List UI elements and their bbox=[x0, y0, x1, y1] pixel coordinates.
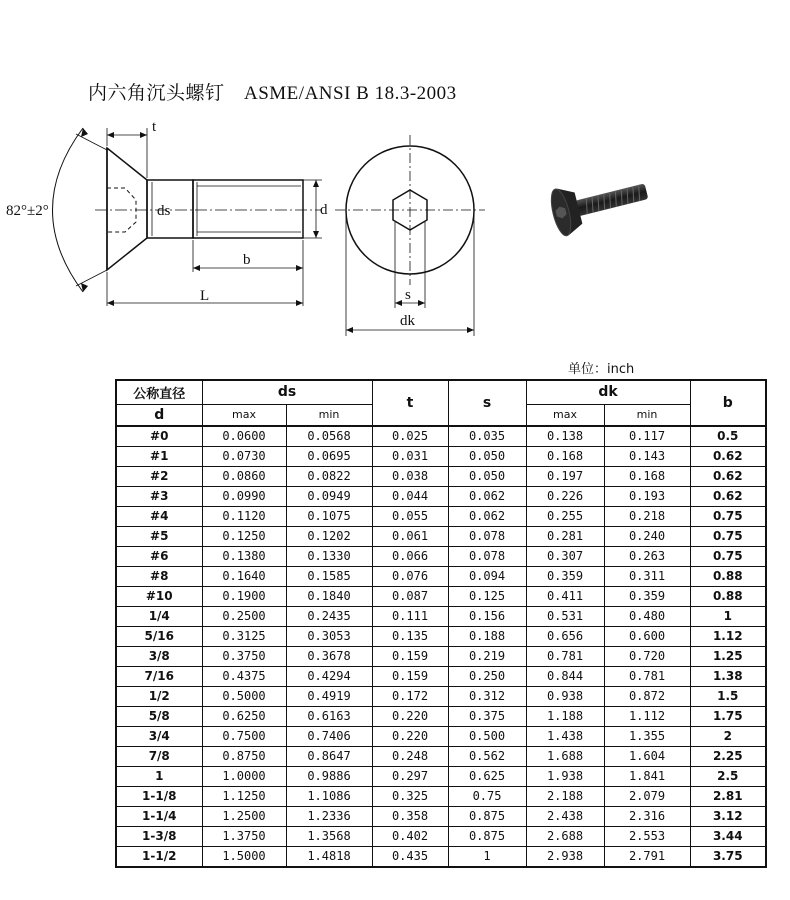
cell-dk-max: 1.938 bbox=[526, 766, 604, 786]
b-label: b bbox=[243, 252, 251, 268]
header-ds: ds bbox=[202, 380, 372, 404]
cell-ds-min: 0.1330 bbox=[286, 546, 372, 566]
header-dk-max: max bbox=[526, 404, 604, 426]
cell-b: 0.75 bbox=[690, 526, 766, 546]
table-row bbox=[116, 486, 766, 506]
cell-t: 0.220 bbox=[372, 706, 448, 726]
cell-s: 0.500 bbox=[448, 726, 526, 746]
cell-b: 1.25 bbox=[690, 646, 766, 666]
ds-label: ds bbox=[157, 203, 171, 219]
cell-dk-min: 0.193 bbox=[604, 486, 690, 506]
cell-dk-max: 0.411 bbox=[526, 586, 604, 606]
cell-ds-max: 0.1900 bbox=[202, 586, 286, 606]
d-label: d bbox=[320, 202, 328, 218]
cell-nominal-d: #2 bbox=[116, 466, 202, 486]
cell-ds-min: 0.0695 bbox=[286, 446, 372, 466]
cell-t: 0.172 bbox=[372, 686, 448, 706]
cell-s: 0.078 bbox=[448, 546, 526, 566]
cell-t: 0.061 bbox=[372, 526, 448, 546]
cell-b: 0.88 bbox=[690, 566, 766, 586]
cell-dk-max: 1.188 bbox=[526, 706, 604, 726]
cell-s: 0.625 bbox=[448, 766, 526, 786]
cell-s: 0.312 bbox=[448, 686, 526, 706]
cell-b: 1.38 bbox=[690, 666, 766, 686]
cell-ds-min: 0.0568 bbox=[286, 426, 372, 447]
table-row bbox=[116, 726, 766, 746]
cell-s: 0.078 bbox=[448, 526, 526, 546]
table-row bbox=[116, 746, 766, 766]
cell-ds-max: 0.1640 bbox=[202, 566, 286, 586]
t-label: t bbox=[152, 119, 157, 135]
cell-s: 0.562 bbox=[448, 746, 526, 766]
cell-dk-min: 1.841 bbox=[604, 766, 690, 786]
cell-ds-min: 0.1585 bbox=[286, 566, 372, 586]
angle-arc bbox=[53, 128, 84, 292]
cell-dk-min: 2.553 bbox=[604, 826, 690, 846]
dimension-table bbox=[115, 379, 767, 868]
table-row bbox=[116, 526, 766, 546]
cell-nominal-d: 3/4 bbox=[116, 726, 202, 746]
cell-t: 0.325 bbox=[372, 786, 448, 806]
cell-ds-max: 0.1380 bbox=[202, 546, 286, 566]
cell-s: 1 bbox=[448, 846, 526, 867]
cell-ds-max: 1.3750 bbox=[202, 826, 286, 846]
table-row bbox=[116, 566, 766, 586]
screw-photo bbox=[548, 168, 658, 238]
cell-t: 0.435 bbox=[372, 846, 448, 867]
cell-ds-min: 0.1075 bbox=[286, 506, 372, 526]
table-body bbox=[116, 426, 766, 867]
cell-ds-max: 1.5000 bbox=[202, 846, 286, 867]
cell-t: 0.076 bbox=[372, 566, 448, 586]
header-nominal-diameter: 公称直径 bbox=[116, 380, 202, 404]
countersunk-head bbox=[107, 148, 147, 270]
cell-s: 0.156 bbox=[448, 606, 526, 626]
screw-technical-drawing bbox=[0, 110, 500, 340]
cell-t: 0.402 bbox=[372, 826, 448, 846]
cell-dk-max: 0.359 bbox=[526, 566, 604, 586]
dk-label: dk bbox=[400, 313, 415, 329]
cell-dk-max: 0.844 bbox=[526, 666, 604, 686]
cell-ds-min: 0.4919 bbox=[286, 686, 372, 706]
cell-dk-max: 0.138 bbox=[526, 426, 604, 447]
cell-t: 0.297 bbox=[372, 766, 448, 786]
cell-t: 0.358 bbox=[372, 806, 448, 826]
angle-label: 82°±2° bbox=[6, 203, 49, 219]
cell-t: 0.038 bbox=[372, 466, 448, 486]
cell-ds-min: 0.7406 bbox=[286, 726, 372, 746]
cell-dk-min: 1.112 bbox=[604, 706, 690, 726]
header-d: d bbox=[116, 404, 202, 426]
table-row bbox=[116, 766, 766, 786]
cell-dk-max: 0.168 bbox=[526, 446, 604, 466]
cell-ds-max: 0.2500 bbox=[202, 606, 286, 626]
cell-ds-min: 0.0949 bbox=[286, 486, 372, 506]
cell-b: 0.62 bbox=[690, 486, 766, 506]
table-row bbox=[116, 786, 766, 806]
cell-ds-max: 0.0600 bbox=[202, 426, 286, 447]
cell-dk-max: 2.438 bbox=[526, 806, 604, 826]
cell-nominal-d: 1-1/2 bbox=[116, 846, 202, 867]
cell-b: 0.75 bbox=[690, 546, 766, 566]
cell-t: 0.159 bbox=[372, 646, 448, 666]
cell-dk-max: 0.781 bbox=[526, 646, 604, 666]
cell-ds-max: 0.0990 bbox=[202, 486, 286, 506]
cell-nominal-d: #1 bbox=[116, 446, 202, 466]
cell-dk-min: 0.311 bbox=[604, 566, 690, 586]
cell-dk-min: 2.079 bbox=[604, 786, 690, 806]
cell-s: 0.125 bbox=[448, 586, 526, 606]
cell-dk-min: 0.240 bbox=[604, 526, 690, 546]
table-row bbox=[116, 466, 766, 486]
cell-ds-min: 1.2336 bbox=[286, 806, 372, 826]
cell-dk-min: 0.600 bbox=[604, 626, 690, 646]
table-row bbox=[116, 706, 766, 726]
cell-nominal-d: 1-3/8 bbox=[116, 826, 202, 846]
cell-s: 0.094 bbox=[448, 566, 526, 586]
cell-dk-max: 0.255 bbox=[526, 506, 604, 526]
cell-s: 0.375 bbox=[448, 706, 526, 726]
cell-ds-min: 0.1202 bbox=[286, 526, 372, 546]
header-s: s bbox=[448, 380, 526, 426]
cell-s: 0.875 bbox=[448, 826, 526, 846]
cell-dk-max: 2.938 bbox=[526, 846, 604, 867]
table-row bbox=[116, 606, 766, 626]
cell-b: 2.81 bbox=[690, 786, 766, 806]
cell-t: 0.111 bbox=[372, 606, 448, 626]
cell-s: 0.250 bbox=[448, 666, 526, 686]
cell-ds-max: 0.8750 bbox=[202, 746, 286, 766]
cell-ds-max: 0.0730 bbox=[202, 446, 286, 466]
table-row bbox=[116, 506, 766, 526]
cell-ds-max: 0.6250 bbox=[202, 706, 286, 726]
cell-nominal-d: 1-1/8 bbox=[116, 786, 202, 806]
table-row bbox=[116, 626, 766, 646]
cell-b: 2.25 bbox=[690, 746, 766, 766]
cell-ds-min: 1.4818 bbox=[286, 846, 372, 867]
cell-dk-max: 1.688 bbox=[526, 746, 604, 766]
cell-dk-min: 0.359 bbox=[604, 586, 690, 606]
cell-b: 1.75 bbox=[690, 706, 766, 726]
cell-t: 0.066 bbox=[372, 546, 448, 566]
cell-ds-min: 0.0822 bbox=[286, 466, 372, 486]
cell-s: 0.035 bbox=[448, 426, 526, 447]
cell-ds-max: 0.4375 bbox=[202, 666, 286, 686]
cell-b: 3.75 bbox=[690, 846, 766, 867]
cell-s: 0.062 bbox=[448, 506, 526, 526]
cell-ds-max: 0.1120 bbox=[202, 506, 286, 526]
cell-b: 1 bbox=[690, 606, 766, 626]
cell-t: 0.135 bbox=[372, 626, 448, 646]
cell-dk-min: 1.604 bbox=[604, 746, 690, 766]
table-row bbox=[116, 646, 766, 666]
cell-ds-min: 0.6163 bbox=[286, 706, 372, 726]
cell-ds-max: 0.0860 bbox=[202, 466, 286, 486]
cell-ds-min: 0.1840 bbox=[286, 586, 372, 606]
cell-nominal-d: 1 bbox=[116, 766, 202, 786]
cell-nominal-d: #5 bbox=[116, 526, 202, 546]
cell-ds-min: 0.4294 bbox=[286, 666, 372, 686]
cell-dk-min: 0.480 bbox=[604, 606, 690, 626]
cell-ds-max: 1.2500 bbox=[202, 806, 286, 826]
cell-dk-max: 0.197 bbox=[526, 466, 604, 486]
cell-b: 3.12 bbox=[690, 806, 766, 826]
table-row bbox=[116, 686, 766, 706]
cell-dk-min: 2.316 bbox=[604, 806, 690, 826]
cell-dk-min: 2.791 bbox=[604, 846, 690, 867]
cell-ds-min: 0.3678 bbox=[286, 646, 372, 666]
cell-dk-max: 0.531 bbox=[526, 606, 604, 626]
table-row bbox=[116, 446, 766, 466]
cell-dk-min: 1.355 bbox=[604, 726, 690, 746]
header-t: t bbox=[372, 380, 448, 426]
unit-label: 单位：inch bbox=[568, 362, 635, 377]
cell-b: 1.12 bbox=[690, 626, 766, 646]
cell-ds-max: 0.7500 bbox=[202, 726, 286, 746]
cell-ds-max: 0.1250 bbox=[202, 526, 286, 546]
cell-b: 0.5 bbox=[690, 426, 766, 447]
s-label: s bbox=[405, 287, 411, 303]
cell-dk-max: 0.226 bbox=[526, 486, 604, 506]
L-label: L bbox=[200, 288, 210, 304]
cell-s: 0.75 bbox=[448, 786, 526, 806]
threaded-portion bbox=[193, 180, 303, 238]
table-row bbox=[116, 666, 766, 686]
cell-nominal-d: 7/8 bbox=[116, 746, 202, 766]
cell-b: 1.5 bbox=[690, 686, 766, 706]
cell-nominal-d: 1/4 bbox=[116, 606, 202, 626]
cell-nominal-d: 3/8 bbox=[116, 646, 202, 666]
cell-t: 0.087 bbox=[372, 586, 448, 606]
cell-ds-min: 1.1086 bbox=[286, 786, 372, 806]
cell-s: 0.188 bbox=[448, 626, 526, 646]
cell-b: 0.88 bbox=[690, 586, 766, 606]
cell-t: 0.025 bbox=[372, 426, 448, 447]
cell-b: 2 bbox=[690, 726, 766, 746]
cell-ds-max: 0.3750 bbox=[202, 646, 286, 666]
header-dk: dk bbox=[526, 380, 690, 404]
table-row bbox=[116, 846, 766, 867]
cell-dk-max: 0.938 bbox=[526, 686, 604, 706]
cell-ds-min: 1.3568 bbox=[286, 826, 372, 846]
cell-ds-min: 0.9886 bbox=[286, 766, 372, 786]
cell-b: 2.5 bbox=[690, 766, 766, 786]
cell-dk-max: 0.656 bbox=[526, 626, 604, 646]
cell-t: 0.044 bbox=[372, 486, 448, 506]
header-ds-max: max bbox=[202, 404, 286, 426]
cell-dk-min: 0.720 bbox=[604, 646, 690, 666]
cell-nominal-d: 5/8 bbox=[116, 706, 202, 726]
cell-s: 0.875 bbox=[448, 806, 526, 826]
cell-b: 0.75 bbox=[690, 506, 766, 526]
cell-t: 0.055 bbox=[372, 506, 448, 526]
cell-dk-min: 0.263 bbox=[604, 546, 690, 566]
table-row bbox=[116, 806, 766, 826]
cell-ds-max: 1.0000 bbox=[202, 766, 286, 786]
cell-dk-max: 0.307 bbox=[526, 546, 604, 566]
table-row bbox=[116, 586, 766, 606]
cell-ds-min: 0.8647 bbox=[286, 746, 372, 766]
header-b: b bbox=[690, 380, 766, 426]
cell-dk-max: 2.688 bbox=[526, 826, 604, 846]
cell-dk-min: 0.143 bbox=[604, 446, 690, 466]
cell-t: 0.159 bbox=[372, 666, 448, 686]
table-row bbox=[116, 426, 766, 447]
cell-dk-min: 0.872 bbox=[604, 686, 690, 706]
cell-t: 0.031 bbox=[372, 446, 448, 466]
header-ds-min: min bbox=[286, 404, 372, 426]
cell-dk-min: 0.168 bbox=[604, 466, 690, 486]
cell-nominal-d: 5/16 bbox=[116, 626, 202, 646]
cell-dk-max: 2.188 bbox=[526, 786, 604, 806]
cell-nominal-d: 1/2 bbox=[116, 686, 202, 706]
cell-s: 0.050 bbox=[448, 466, 526, 486]
cell-b: 0.62 bbox=[690, 466, 766, 486]
header-dk-min: min bbox=[604, 404, 690, 426]
cell-b: 3.44 bbox=[690, 826, 766, 846]
cell-dk-min: 0.781 bbox=[604, 666, 690, 686]
cell-s: 0.219 bbox=[448, 646, 526, 666]
cell-ds-min: 0.3053 bbox=[286, 626, 372, 646]
cell-dk-min: 0.218 bbox=[604, 506, 690, 526]
cell-nominal-d: 1-1/4 bbox=[116, 806, 202, 826]
cell-dk-max: 1.438 bbox=[526, 726, 604, 746]
cell-dk-max: 0.281 bbox=[526, 526, 604, 546]
cell-nominal-d: #3 bbox=[116, 486, 202, 506]
cell-s: 0.062 bbox=[448, 486, 526, 506]
cell-ds-max: 1.1250 bbox=[202, 786, 286, 806]
cell-ds-min: 0.2435 bbox=[286, 606, 372, 626]
cell-nominal-d: #6 bbox=[116, 546, 202, 566]
cell-ds-max: 0.5000 bbox=[202, 686, 286, 706]
cell-s: 0.050 bbox=[448, 446, 526, 466]
table-row bbox=[116, 546, 766, 566]
cell-ds-max: 0.3125 bbox=[202, 626, 286, 646]
cell-t: 0.220 bbox=[372, 726, 448, 746]
cell-nominal-d: #0 bbox=[116, 426, 202, 447]
table-row bbox=[116, 826, 766, 846]
cell-b: 0.62 bbox=[690, 446, 766, 466]
cell-dk-min: 0.117 bbox=[604, 426, 690, 447]
cell-nominal-d: #4 bbox=[116, 506, 202, 526]
page-title: 内六角沉头螺钉 ASME/ANSI B 18.3-2003 bbox=[88, 83, 457, 104]
cell-nominal-d: #8 bbox=[116, 566, 202, 586]
cell-nominal-d: #10 bbox=[116, 586, 202, 606]
cell-t: 0.248 bbox=[372, 746, 448, 766]
cell-nominal-d: 7/16 bbox=[116, 666, 202, 686]
